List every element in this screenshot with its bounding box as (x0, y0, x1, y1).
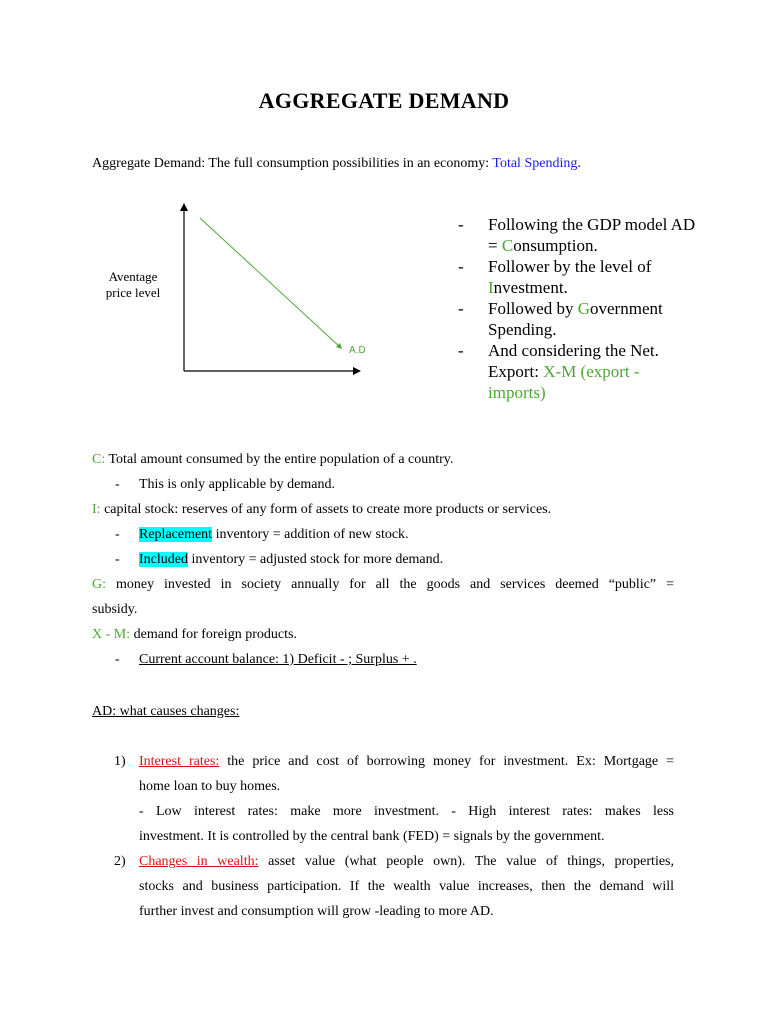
y-axis-label (96, 269, 170, 301)
y-axis-arrow (180, 203, 188, 211)
ad-curve (200, 218, 340, 347)
x-axis-arrow (353, 367, 361, 375)
def-xm: X - M: demand for foreign products. (92, 627, 297, 642)
causes-list: 1) Interest rates: the price and cost of borrowing money for investment. Ex: Mortgage = home loan to buy homes. - Low interest rates: make more investment. - High interest rates: makes less investment. It is controlled by the central bank (FED) = signals by the government. 2) Changes in wealth: asset value (what people own). The value of things, properties, stocks and business participation. If the wealth value increases, then the demand will further invest and consumption will grow -leading to more AD. (92, 752, 674, 927)
def-g-cont: subsidy. (92, 602, 138, 617)
bullet-net-export: - And considering the Net. Export: X-M (export - imports) (458, 341, 659, 402)
def-c: C: Total amount consumed by the entire population of a country. (92, 452, 454, 467)
def-xm-sub: - Current account balance: 1) Deficit - ; Surplus + . (115, 652, 417, 667)
intro-highlight: Total Spending (492, 156, 578, 171)
cause-wealth: 2) Changes in wealth: asset value (what people own). The value of things, properties, (114, 854, 675, 869)
curve-label: A.D (349, 345, 366, 356)
bullet-investment: - Follower by the level of Investment. (458, 257, 652, 297)
intro-text: Aggregate Demand: The full consumption possibilities in an economy: (92, 156, 493, 171)
bullet-government: - Followed by Government Spending. (458, 299, 663, 339)
intro-end: . (577, 156, 581, 171)
def-i-sub1: - Replacement inventory = addition of new stock. (115, 527, 409, 542)
def-c-sub: - This is only applicable by demand. (115, 477, 335, 492)
y-label-line2: price level (105, 285, 161, 300)
page-title: AGGREGATE DEMAND (258, 88, 510, 113)
def-i-sub2: - Included inventory = adjusted stock for more demand. (115, 552, 444, 567)
bullet-consumption: - Following the GDP model AD = Consumption. (458, 215, 696, 255)
y-label-line1: Aventage (108, 269, 158, 284)
causes-heading: AD: what causes changes: (92, 704, 240, 719)
definitions-section (92, 450, 674, 675)
ad-components-list (458, 214, 698, 403)
cause-interest: 1) Interest rates: the price and cost of borrowing money for investment. Ex: Mortgage = (114, 754, 674, 769)
intro-line (92, 154, 692, 173)
def-g: G: money invested in society annually for all the goods and services deemed “public” = (92, 577, 674, 592)
def-i: I: capital stock: reserves of any form of assets to create more products or services. (92, 502, 552, 517)
ad-diagram (150, 195, 390, 385)
